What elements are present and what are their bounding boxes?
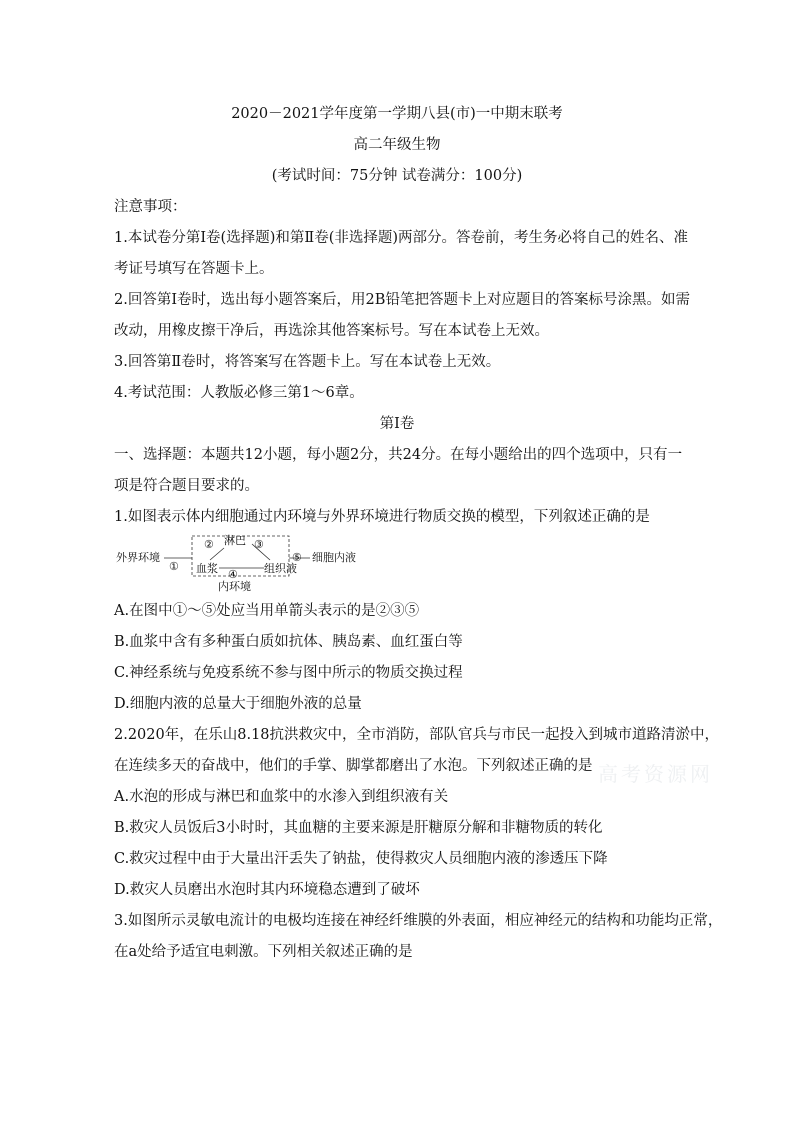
q2-stem-line-2: 在连续多天的奋战中，他们的手掌、脚掌都磨出了水泡。下列叙述正确的是 bbox=[114, 758, 593, 774]
section-intro-line-2: 项是符合题目要求的。 bbox=[114, 478, 259, 494]
diagram-num-5: ⑤ bbox=[292, 551, 302, 564]
q1-option-b: B.血浆中含有多种蛋白质如抗体、胰岛素、血红蛋白等 bbox=[114, 634, 463, 650]
notice-line-2: 考证号填写在答题卡上。 bbox=[114, 261, 274, 277]
diagram-label-intracellular: 细胞内液 bbox=[312, 551, 356, 564]
diagram-label-internal-env: 内环境 bbox=[218, 580, 251, 592]
section-intro-line-1: 一、选择题：本题共12小题，每小题2分，共24分。在每小题给出的四个选项中，只有一 bbox=[114, 447, 683, 463]
watermark: 高考资源网 bbox=[598, 762, 713, 786]
diagram-num-2: ② bbox=[204, 538, 214, 551]
notice-line-5: 3.回答第Ⅱ卷时，将答案写在答题卡上。写在本试卷上无效。 bbox=[114, 354, 501, 370]
q1-option-a: A.在图中①～⑤处应当用单箭头表示的是②③⑤ bbox=[114, 603, 420, 619]
internal-environment-diagram bbox=[114, 532, 374, 592]
diagram-label-tissue-fluid: 组织液 bbox=[264, 562, 297, 575]
diagram-label-lymph: 淋巴 bbox=[224, 534, 246, 547]
q2-option-b: B.救灾人员饭后3小时时，其血糖的主要来源是肝糖原分解和非糖物质的转化 bbox=[114, 820, 603, 836]
q1-option-d: D.细胞内液的总量大于细胞外液的总量 bbox=[114, 696, 362, 712]
notice-line-3: 2.回答第Ⅰ卷时，选出每小题答案后，用2B铅笔把答题卡上对应题目的答案标号涂黑。如需 bbox=[114, 292, 690, 308]
q2-option-a: A.水泡的形成与淋巴和血浆中的水渗入到组织液有关 bbox=[114, 789, 449, 805]
diagram-label-plasma: 血浆 bbox=[196, 562, 218, 575]
notice-line-1: 1.本试卷分第Ⅰ卷(选择题)和第Ⅱ卷(非选择题)两部分。答卷前，考生务必将自己的姓名、准 bbox=[114, 230, 689, 246]
diagram-num-4: ④ bbox=[228, 568, 238, 581]
notice-line-4: 改动，用橡皮擦干净后，再选涂其他答案标号。写在本试卷上无效。 bbox=[114, 323, 549, 339]
q1-option-c: C.神经系统与免疫系统不参与图中所示的物质交换过程 bbox=[114, 665, 463, 681]
q2-option-d: D.救灾人员磨出水泡时其内环境稳态遭到了破坏 bbox=[114, 882, 420, 898]
q2-option-c: C.救灾过程中由于大量出汗丢失了钠盐，使得救灾人员细胞内液的渗透压下降 bbox=[114, 851, 608, 867]
q3-stem-line-1: 3.如图所示灵敏电流计的电极均连接在神经纤维膜的外表面，相应神经元的结构和功能均正常， bbox=[114, 913, 723, 929]
q2-stem-line-1: 2.2020年，在乐山8.18抗洪救灾中，全市消防，部队官兵与市民一起投入到城市道路清淤中， bbox=[114, 727, 720, 743]
notice-heading: 注意事项： bbox=[114, 199, 187, 215]
q1-stem: 1.如图表示体内细胞通过内环境与外界环境进行物质交换的模型，下列叙述正确的是 bbox=[114, 509, 650, 525]
exam-subject: 高二年级生物 bbox=[353, 137, 441, 153]
notice-line-6: 4.考试范围：人教版必修三第1～6章。 bbox=[114, 385, 364, 401]
diagram-num-3: ③ bbox=[254, 538, 264, 551]
q3-stem-line-2: 在a处给予适宜电刺激。下列相关叙述正确的是 bbox=[114, 944, 413, 960]
diagram-num-1: ① bbox=[169, 560, 179, 573]
part1-title: 第Ⅰ卷 bbox=[379, 416, 415, 432]
exam-title: 2020－2021学年度第一学期八县(市)一中期末联考 bbox=[231, 106, 563, 122]
diagram-label-outer-env: 外界环境 bbox=[116, 551, 160, 564]
exam-time-info: (考试时间：75分钟 试卷满分：100分) bbox=[271, 168, 523, 184]
